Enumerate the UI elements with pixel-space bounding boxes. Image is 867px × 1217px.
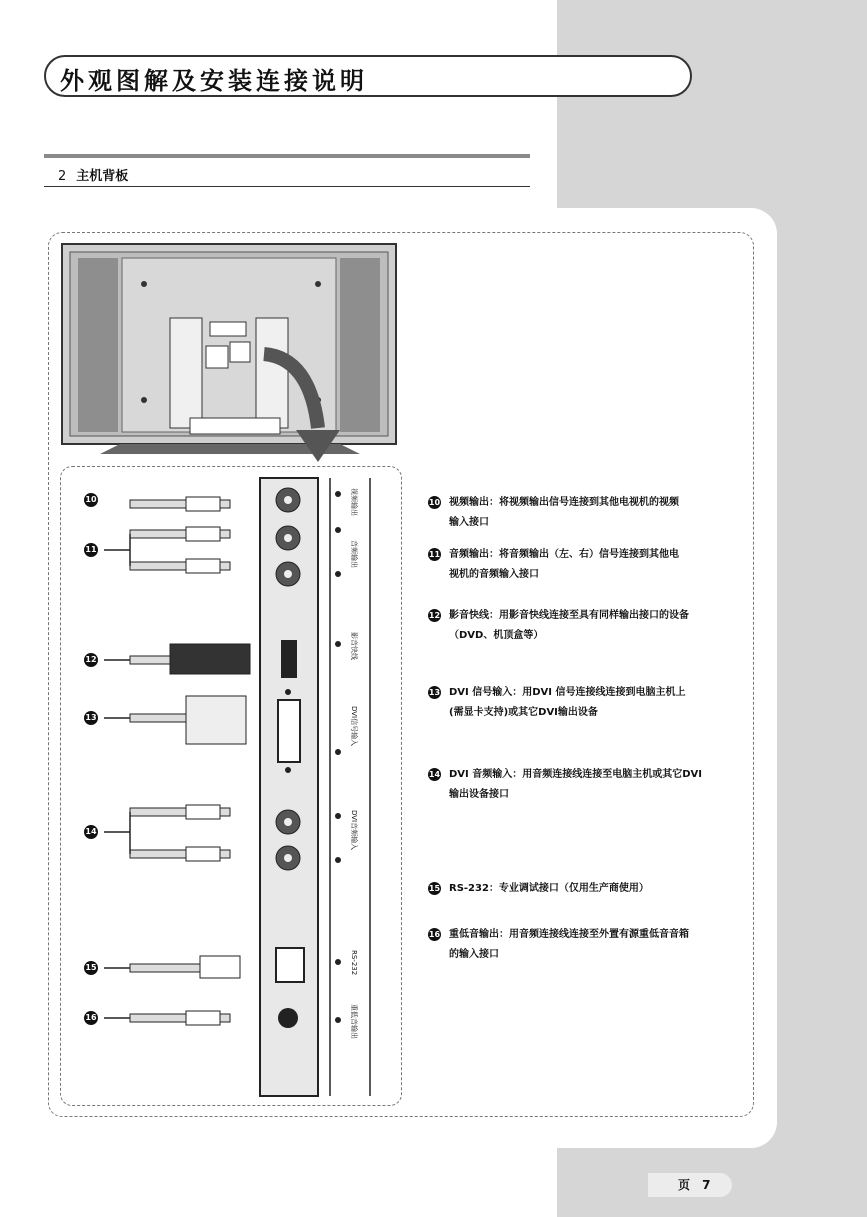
desc-text-14: DVI 音频输入：用音频连接线连接至电脑主机或其它DVI <box>449 769 703 780</box>
marker-14: 14 <box>84 825 98 839</box>
connector-panel-illustration <box>70 470 390 1100</box>
desc-cont-10: 输入接口 <box>449 517 489 528</box>
desc-text-10: 视频输出：将视频输出信号连接到其他电视机的视频 <box>449 497 679 508</box>
panel-label-sub-out: 重低音输出 <box>350 1004 358 1039</box>
desc-text-12: 影音快线：用影音快线连接至具有同样输出接口的设备 <box>449 610 689 621</box>
description-16 <box>428 925 750 965</box>
section-number: 2 <box>58 169 67 184</box>
panel-label-rs232: RS-232 <box>350 950 358 976</box>
description-11 <box>428 545 750 585</box>
marker-15: 15 <box>84 961 98 975</box>
desc-marker-12: 12 <box>428 610 441 620</box>
description-15 <box>428 879 750 899</box>
desc-cont-11: 视机的音频输入接口 <box>449 569 539 580</box>
description-12 <box>428 606 750 646</box>
desc-marker-10: 10 <box>428 497 441 507</box>
marker-12: 12 <box>84 653 98 667</box>
desc-text-15: RS-232：专业调试接口（仅用生产商使用） <box>449 883 649 894</box>
desc-cont-12: （DVD、机顶盒等） <box>449 630 544 641</box>
page-number: 页 7 <box>678 1178 715 1192</box>
section-rule-bottom <box>44 186 530 187</box>
marker-10: 10 <box>84 493 98 507</box>
section-heading <box>58 165 128 184</box>
desc-text-11: 音频输出：将音频输出（左、右）信号连接到其他电 <box>449 549 679 560</box>
section-rule-top <box>44 154 530 158</box>
desc-marker-16: 16 <box>428 929 441 939</box>
panel-label-audio-out: 音频输出 <box>350 540 358 568</box>
description-10 <box>428 493 750 533</box>
page-title: 外观图解及安装连接说明 <box>60 66 368 95</box>
panel-label-dvi-in: DVI信号输入 <box>350 706 358 747</box>
marker-16: 16 <box>84 1011 98 1025</box>
description-14 <box>428 765 750 805</box>
desc-text-16: 重低音输出：用音频连接线连接至外置有源重低音音箱 <box>449 929 689 940</box>
panel-label-av-link: 影音快线 <box>350 632 358 660</box>
description-13 <box>428 683 750 723</box>
desc-cont-16: 的输入接口 <box>449 949 499 960</box>
desc-marker-14: 14 <box>428 769 441 779</box>
section-title: 主机背板 <box>76 169 129 184</box>
desc-cont-13: (需显卡支持)或其它DVI输出设备 <box>449 707 598 718</box>
panel-label-dvi-audio: DVI音频输入 <box>350 810 358 851</box>
panel-label-video-out: 视频输出 <box>350 488 358 516</box>
marker-11: 11 <box>84 543 98 557</box>
tv-back-illustration <box>60 238 400 463</box>
desc-cont-14: 输出设备接口 <box>449 789 509 800</box>
desc-marker-15: 15 <box>428 883 441 893</box>
desc-text-13: DVI 信号输入：用DVI 信号连接线连接到电脑主机上 <box>449 687 686 698</box>
marker-13: 13 <box>84 711 98 725</box>
desc-marker-11: 11 <box>428 549 441 559</box>
desc-marker-13: 13 <box>428 687 441 697</box>
